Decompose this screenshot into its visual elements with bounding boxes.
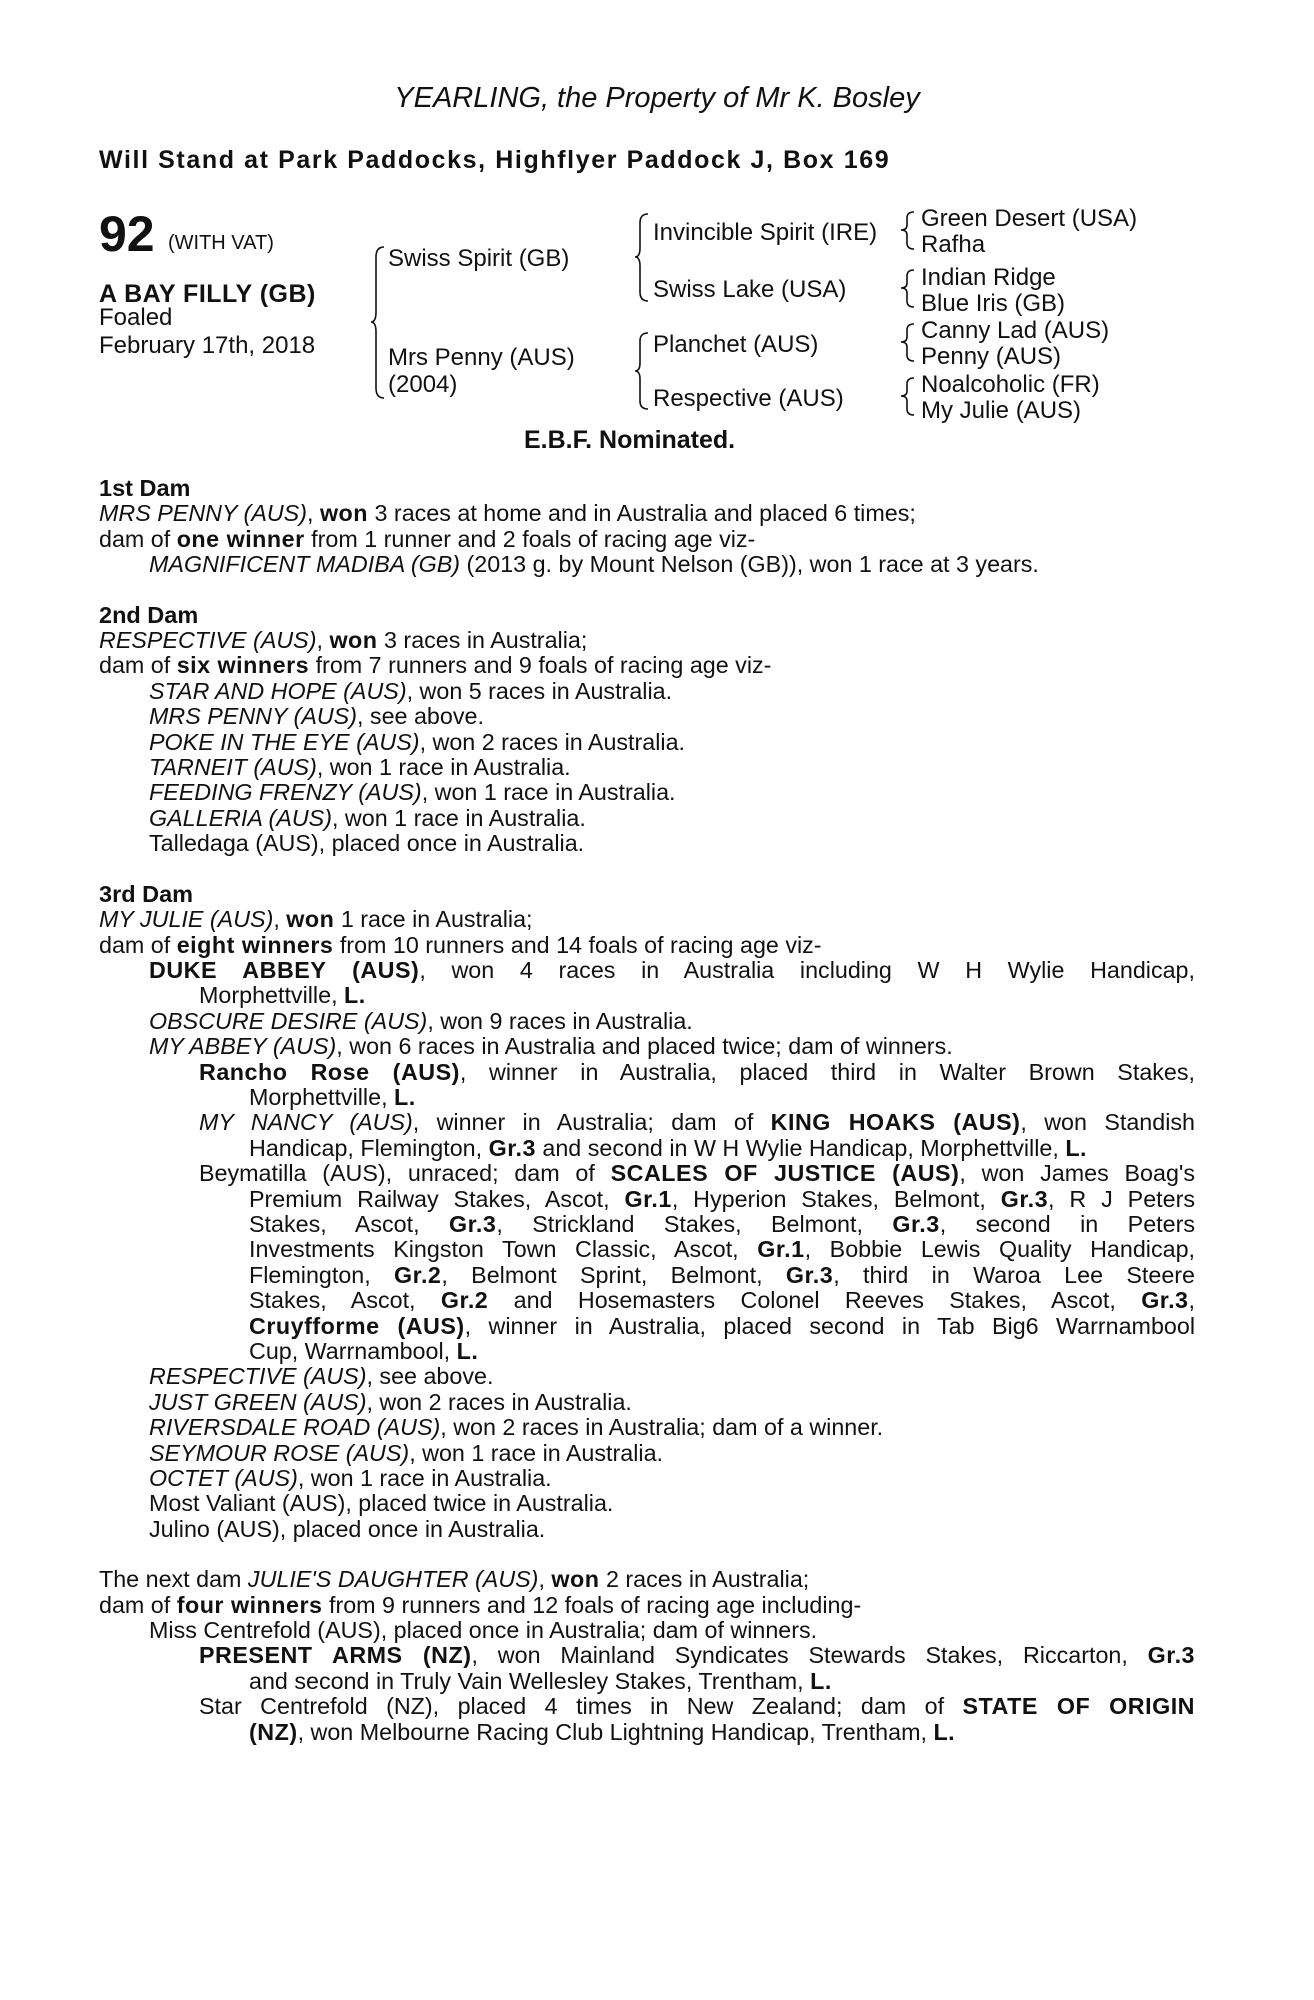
list-item: FEEDING FRENZY (AUS), won 1 race in Australia. (149, 779, 676, 806)
list-item-cont: Premium Railway Stakes, Ascot, Gr.1, Hyperion Stakes, Belmont, Gr.3, R J Peters (249, 1185, 1195, 1212)
list-item-cont: Stakes, Ascot, Gr.2 and Hosemasters Colonel Reeves Stakes, Ascot, Gr.3, (249, 1287, 1196, 1314)
dam-records (99, 476, 1195, 1745)
lot-number: 92 (99, 206, 155, 262)
catalogue-heading: YEARLING, the Property of Mr K. Bosley (394, 82, 920, 114)
list-item: MY ABBEY (AUS), won 6 races in Australia and placed twice; dam of winners. (149, 1033, 953, 1060)
second-dam-line-1: RESPECTIVE (AUS), won 3 races in Australia; (99, 627, 588, 654)
grandparent-6: Penny (AUS) (921, 343, 1062, 370)
second-dam-line-2: dam of six winners from 7 runners and 9 foals of racing age viz- (99, 652, 772, 679)
dam-sire-name: Planchet (AUS) (653, 331, 819, 358)
dam-name: Mrs Penny (AUS) (388, 344, 575, 371)
pedigree-bracket-gp1 (900, 210, 916, 252)
foaled-label: Foaled (99, 304, 173, 331)
pedigree-bracket-gen1 (370, 245, 386, 400)
list-item: TARNEIT (AUS), won 1 race in Australia. (149, 754, 571, 781)
first-dam-heading: 1st Dam (99, 475, 191, 501)
list-item: Julino (AUS), placed once in Australia. (149, 1515, 546, 1542)
list-item: Beymatilla (AUS), unraced; dam of SCALES OF JUSTICE (AUS), won James Boag's (199, 1160, 1195, 1187)
list-item: GALLERIA (AUS), won 1 race in Australia. (149, 804, 586, 831)
list-item: JUST GREEN (AUS), won 2 races in Australia. (149, 1388, 632, 1415)
list-item: POKE IN THE EYE (AUS), won 2 races in Australia. (149, 728, 686, 755)
list-item-cont: Investments Kingston Town Classic, Ascot, Gr.1, Bobbie Lewis Quality Handicap, (249, 1236, 1195, 1263)
third-dam-heading: 3rd Dam (99, 880, 194, 907)
foaled-date: February 17th, 2018 (99, 332, 316, 359)
list-item: RESPECTIVE (AUS), see above. (149, 1363, 494, 1390)
list-item: Most Valiant (AUS), placed twice in Australia. (149, 1490, 614, 1517)
list-item: STAR AND HOPE (AUS), won 5 races in Australia. (149, 677, 673, 704)
third-dam-line-1: MY JULIE (AUS), won 1 race in Australia; (99, 906, 533, 933)
list-item-cont: and second in Truly Vain Wellesley Stakes, Trentham, L. (249, 1667, 832, 1694)
pedigree-bracket-dam (634, 331, 650, 413)
horse-description: A BAY FILLY (GB) (99, 280, 316, 308)
pedigree-bracket-sire (634, 212, 650, 304)
list-item-cont: Cup, Warrnambool, L. (249, 1338, 479, 1364)
grandparent-2: Rafha (921, 231, 986, 258)
list-item-cont: Flemington, Gr.2, Belmont Sprint, Belmont, Gr.3, third in Waroa Lee Steere (249, 1261, 1195, 1288)
dam-foaled-year: (2004) (388, 371, 458, 398)
list-item: MY NANCY (AUS), winner in Australia; dam of KING HOAKS (AUS), won Standish (199, 1109, 1195, 1136)
sire-dam-name: Swiss Lake (USA) (653, 276, 847, 303)
sire-sire-name: Invincible Spirit (IRE) (653, 219, 878, 246)
pedigree-bracket-gp3 (900, 322, 916, 364)
first-dam-line-1: MRS PENNY (AUS), won 3 races at home and in Australia and placed 6 times; (99, 500, 916, 527)
list-item: PRESENT ARMS (NZ), won Mainland Syndicates Stewards Stakes, Riccarton, Gr.3 (199, 1642, 1196, 1669)
list-item: MRS PENNY (AUS), see above. (149, 703, 484, 730)
next-dam-line-1: The next dam JULIE'S DAUGHTER (AUS), won 2 races in Australia; (99, 1566, 810, 1593)
list-item: OCTET (AUS), won 1 race in Australia. (149, 1465, 552, 1492)
list-item-cont: Stakes, Ascot, Gr.3, Strickland Stakes, Belmont, Gr.3, second in Peters (249, 1210, 1195, 1237)
grandparent-7: Noalcoholic (FR) (921, 371, 1100, 398)
list-item: Talledaga (AUS), placed once in Australia. (149, 830, 585, 857)
dam-dam-name: Respective (AUS) (653, 385, 844, 412)
list-item: Star Centrefold (NZ), placed 4 times in New Zealand; dam of STATE OF ORIGIN (199, 1693, 1195, 1720)
first-dam-produce: MAGNIFICENT MADIBA (GB) (2013 g. by Mount Nelson (GB)), won 1 race at 3 years. (149, 551, 1039, 578)
next-dam-line-2: dam of four winners from 9 runners and 12 foals of racing age including- (99, 1591, 862, 1618)
list-item-cont: (NZ), won Melbourne Racing Club Lightning Handicap, Trentham, L. (249, 1718, 956, 1745)
list-item: OBSCURE DESIRE (AUS), won 9 races in Australia. (149, 1007, 693, 1034)
sire-name: Swiss Spirit (GB) (388, 245, 570, 272)
first-dam-line-2: dam of one winner from 1 runner and 2 foals of racing age viz- (99, 525, 756, 552)
list-item: Miss Centrefold (AUS), placed once in Australia; dam of winners. (149, 1617, 818, 1644)
list-item-cont: Cruyfforme (AUS), winner in Australia, placed second in Tab Big6 Warrnambool (249, 1312, 1195, 1339)
grandparent-1: Green Desert (USA) (921, 205, 1138, 232)
list-item: DUKE ABBEY (AUS), won 4 races in Australia including W H Wylie Handicap, (149, 956, 1195, 983)
pedigree-bracket-gp2 (900, 268, 916, 310)
pedigree-bracket-gp4 (900, 376, 916, 418)
vat-note: (WITH VAT) (168, 232, 274, 254)
ebf-nominated: E.B.F. Nominated. (524, 426, 736, 454)
second-dam-heading: 2nd Dam (99, 601, 199, 628)
grandparent-3: Indian Ridge (921, 264, 1056, 291)
list-item: RIVERSDALE ROAD (AUS), won 2 races in Australia; dam of a winner. (149, 1414, 884, 1441)
grandparent-8: My Julie (AUS) (921, 397, 1082, 424)
third-dam-line-2: dam of eight winners from 10 runners and 14 foals of racing age viz- (99, 931, 822, 958)
grandparent-4: Blue Iris (GB) (921, 290, 1066, 317)
stand-location: Will Stand at Park Paddocks, Highflyer Paddock J, Box 169 (99, 146, 891, 174)
list-item-cont: Morphettville, L. (249, 1083, 416, 1110)
grandparent-5: Canny Lad (AUS) (921, 317, 1110, 344)
list-item-cont: Morphettville, L. (199, 982, 366, 1009)
list-item-cont: Handicap, Flemington, Gr.3 and second in W H Wylie Handicap, Morphettville, L. (249, 1134, 1088, 1161)
list-item: SEYMOUR ROSE (AUS), won 1 race in Australia. (149, 1439, 663, 1466)
list-item: Rancho Rose (AUS), winner in Australia, placed third in Walter Brown Stakes, (199, 1058, 1196, 1085)
